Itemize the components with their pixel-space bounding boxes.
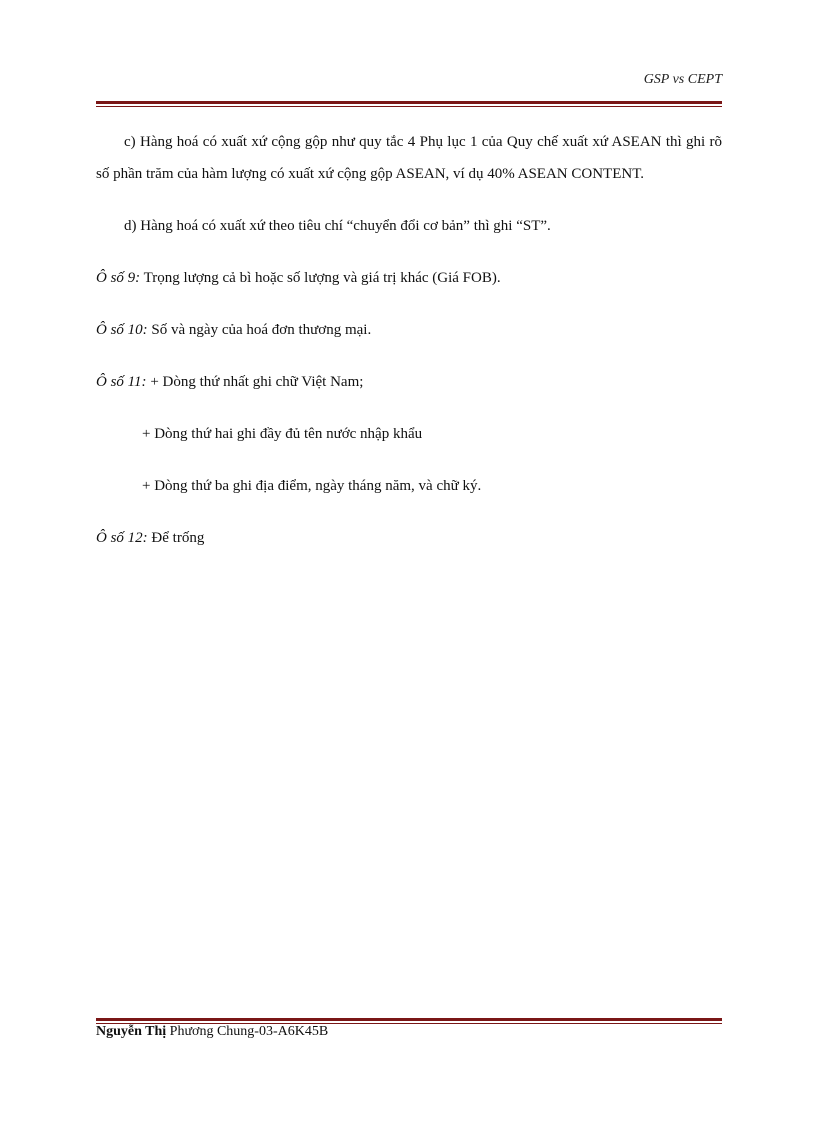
paragraph-c: c) Hàng hoá có xuất xứ cộng gộp như quy tắc 4 Phụ lục 1 của Quy chế xuất xứ ASEAN thì ghi rõ số phần trăm của hàm lượng có xuất xứ cộng gộp ASEAN, ví dụ 40% ASEAN CONTENT. <box>96 134 722 182</box>
footer-author <box>96 1024 328 1040</box>
paragraph-d: d) Hàng hoá có xuất xứ theo tiêu chí “chuyển đổi cơ bản” thì ghi “ST”. <box>124 218 551 234</box>
box-11-label: Ô số 11: <box>96 374 147 390</box>
box-9-text: Trọng lượng cả bì hoặc số lượng và giá trị khác (Giá FOB). <box>140 270 501 286</box>
box-11-line-3: + Dòng thứ ba ghi địa điểm, ngày tháng năm, và chữ ký. <box>142 478 482 494</box>
box-12-item <box>96 522 722 554</box>
page-body <box>96 126 722 554</box>
box-9-label: Ô số 9: <box>96 270 141 286</box>
box-10-text: Số và ngày của hoá đơn thương mại. <box>147 322 372 338</box>
box-10-label: Ô số 10: <box>96 322 148 338</box>
header-rule <box>96 101 722 107</box>
box-9-item <box>96 262 722 294</box>
box-11-line-2: + Dòng thứ hai ghi đầy đủ tên nước nhập khẩu <box>142 426 423 442</box>
box-11-text: + Dòng thứ nhất ghi chữ Việt Nam; <box>146 374 364 390</box>
footer-author-name: Nguyễn Thị <box>96 1024 167 1039</box>
running-header-title: GSP vs CEPT <box>643 72 722 87</box>
box-12-text: Để trống <box>147 530 205 546</box>
box-10-item <box>96 314 722 346</box>
box-11-item <box>96 366 722 398</box>
box-12-label: Ô số 12: <box>96 530 148 546</box>
footer-author-class: Phương Chung-03-A6K45B <box>166 1024 329 1039</box>
